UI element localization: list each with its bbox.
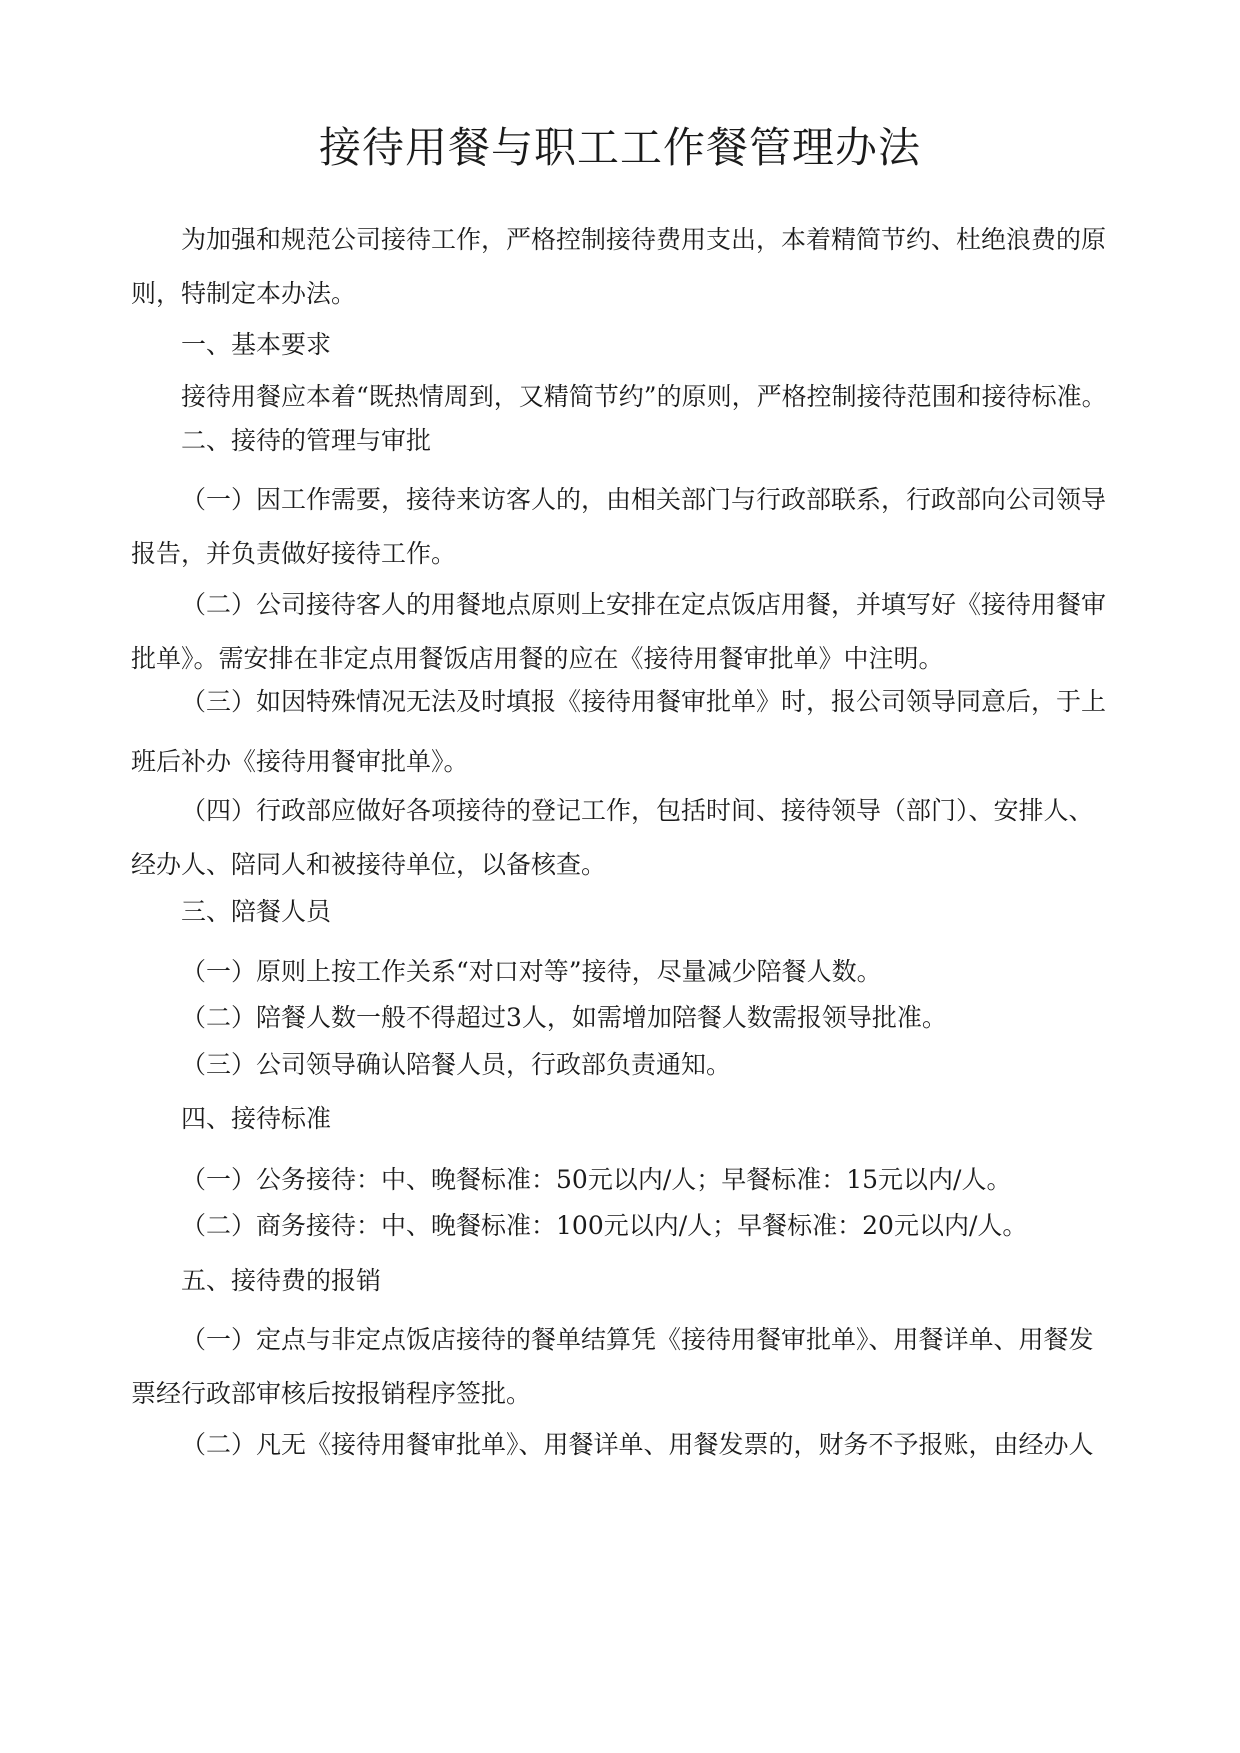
section-4-item-2 xyxy=(131,1199,1121,1253)
section-3-item-3 xyxy=(131,1038,1121,1092)
intro-paragraph xyxy=(131,213,1121,321)
section-2-item-3-line-1: （三）如因特殊情况无法及时填报《接待用餐审批单》时，报公司领导同意后，于上 xyxy=(181,687,1107,716)
section-2-heading: 二、接待的管理与审批 xyxy=(181,426,432,455)
section-5-item-1-line-1: （一）定点与非定点饭店接待的餐单结算凭《接待用餐审批单》、用餐详单、用餐发 xyxy=(181,1325,1094,1354)
intro-line-1: 为加强和规范公司接待工作，严格控制接待费用支出，本着精简节约、杜绝浪费的原 xyxy=(181,225,1107,254)
section-4-item-1-line: （一）公务接待：中、晚餐标准：50元以内/人；早餐标准：15元以内/人。 xyxy=(181,1165,1012,1194)
section-1-line-1: 接待用餐应本着“既热情周到，又精简节约”的原则，严格控制接待范围和接待标准。 xyxy=(181,382,1107,411)
section-2-item-4-line-2: 经办人、陪同人和被接待单位，以备核查。 xyxy=(131,850,607,879)
section-2-item-4-line-1: （四）行政部应做好各项接待的登记工作，包括时间、接待领导（部门）、安排人、 xyxy=(181,796,1094,825)
section-2-item-3 xyxy=(131,675,1121,789)
section-2-item-2-line-2: 批单》。需安排在非定点用餐饭店用餐的应在《接待用餐审批单》中注明。 xyxy=(131,644,944,673)
section-4-heading: 四、接待标准 xyxy=(181,1104,332,1133)
section-5-heading: 五、接待费的报销 xyxy=(181,1266,382,1295)
section-5-item-1-line-2: 票经行政部审核后按报销程序签批。 xyxy=(131,1379,532,1408)
section-2-item-1-line-1: （一）因工作需要，接待来访客人的，由相关部门与行政部联系，行政部向公司领导 xyxy=(181,485,1107,514)
section-2-item-2-line-1: （二）公司接待客人的用餐地点原则上安排在定点饭店用餐，并填写好《接待用餐审 xyxy=(181,590,1107,619)
section-3-item-1-line: （一）原则上按工作关系“对口对等”接待，尽量减少陪餐人数。 xyxy=(181,957,882,986)
section-2-item-4 xyxy=(131,784,1121,892)
section-4-item-2-line: （二）商务接待：中、晚餐标准：100元以内/人；早餐标准：20元以内/人。 xyxy=(181,1211,1028,1240)
section-2-item-2 xyxy=(131,578,1121,686)
section-3-item-2-line: （二）陪餐人数一般不得超过3人，如需增加陪餐人数需报领导批准。 xyxy=(181,1003,947,1032)
intro-line-2: 则，特制定本办法。 xyxy=(131,279,357,308)
section-5-item-2 xyxy=(131,1418,1121,1472)
document-title: 接待用餐与职工工作餐管理办法 xyxy=(318,123,921,172)
section-3-item-3-line: （三）公司领导确认陪餐人员，行政部负责通知。 xyxy=(181,1050,732,1079)
section-3-item-2 xyxy=(131,991,1121,1045)
section-3-heading: 三、陪餐人员 xyxy=(181,897,332,926)
section-1-heading: 一、基本要求 xyxy=(181,330,332,359)
section-2-item-3-line-2: 班后补办《接待用餐审批单》。 xyxy=(131,747,469,776)
section-5-item-2-line-1: （二）凡无《接待用餐审批单》、用餐详单、用餐发票的，财务不予报账，由经办人 xyxy=(181,1430,1094,1459)
section-2-item-1-line-2: 报告，并负责做好接待工作。 xyxy=(131,539,457,568)
section-2-item-1 xyxy=(131,473,1121,581)
section-5-item-1 xyxy=(131,1313,1121,1421)
